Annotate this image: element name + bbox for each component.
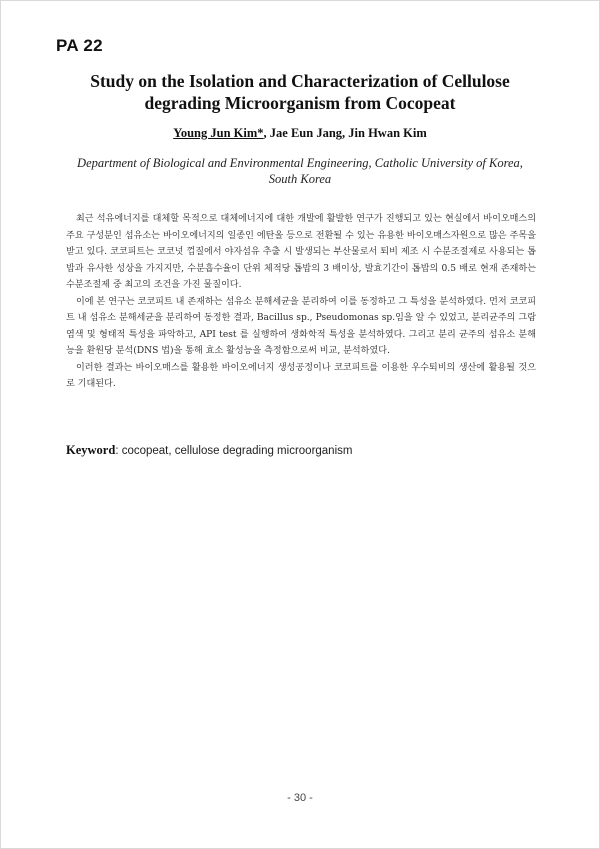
presenting-author: Young Jun Kim* bbox=[173, 126, 264, 140]
author-list bbox=[60, 126, 540, 141]
abstract-paragraph-1: 최근 석유에너지를 대체할 목적으로 대체에너지에 대한 개발에 활발한 연구가 진행되고 있는 현실에서 바이오매스의 주요 구성분인 섬유소는 바이오에너지의 일종인 에탄올 등으로 전환될 수 있는 유용한 바이오매스자원으로 많은 주목을 받고 있다. 코코피트는 코코넛 껍질에서 야자섬유 추출 시 발생되는 부산물로서 퇴비 제조 시 수분조절제로 사용되는 톱밥과 유사한 성상을 가지지만, 수분흡수율이 단위 체적당 톱밥의 3 배이상, 발효기간이 톱밥의 0.5 배로 현재 존재하는 수분조절제 중 최고의 조건을 가진 물질이다. bbox=[66, 214, 536, 290]
affiliation: Department of Biological and Environmental Engineering, Catholic University of Korea, South Korea bbox=[77, 156, 523, 186]
page-number: - 30 - bbox=[287, 792, 313, 804]
co-authors: , Jae Eun Jang, Jin Hwan Kim bbox=[263, 126, 427, 140]
keywords bbox=[66, 443, 352, 458]
abstract-paragraph-2: 이에 본 연구는 코코피트 내 존재하는 섬유소 분해세균을 분리하여 이를 동정하고 그 특성을 분석하였다. 먼저 코코피트 내 섬유소 분해세균을 분리하여 동정한 결과, Bacillus sp., Pseudomonas sp.임을 알 수 있었고, 분리균주의 그람염색 및 형태적 특성을 파악하고, API test 를 실행하여 생화학적 특성을 분석하였다. 그리고 분리 균주의 섬유소 분해능을 환원당 분석(DNS 법)을 통해 효소 활성능을 측정함으로써 비교, 분석하였다. bbox=[66, 296, 536, 356]
abstract-body bbox=[66, 211, 536, 393]
paper-title: Study on the Isolation and Characterization of Cellulose degrading Microorganism from Cocopeat bbox=[90, 71, 510, 113]
abstract-paragraph-3: 이러한 결과는 바이오매스를 활용한 바이오에너지 생성공정이나 코코피트를 이용한 우수퇴비의 생산에 활용될 것으로 기대된다. bbox=[66, 362, 536, 389]
session-code: PA 22 bbox=[56, 36, 103, 55]
keywords-label: Keyword bbox=[66, 443, 116, 457]
keywords-text: : cocopeat, cellulose degrading microorganism bbox=[115, 445, 353, 457]
